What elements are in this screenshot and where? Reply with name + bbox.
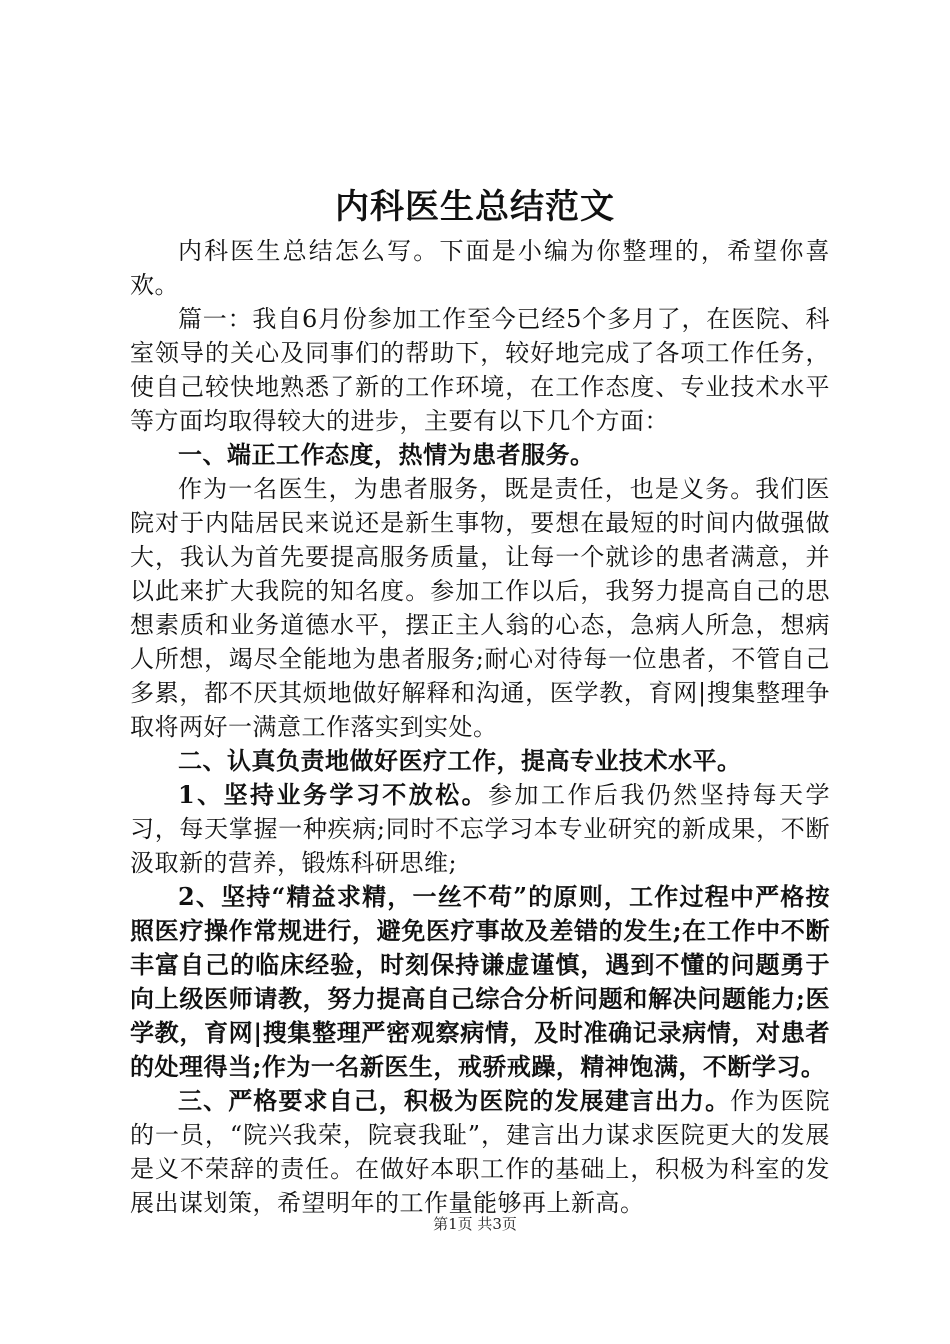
paragraph-5: [130, 1084, 830, 1220]
paragraph-4: 2、坚持“精益求精，一丝不苟”的原则，工作过程中严格按照医疗操作常规进行，避免医疗事故及差错的发生;在工作中不断丰富自己的临床经验，时刻保持谦虚谨慎，遇到不懂的问题勇于向上级医师请教，努力提高自己综合分析问题和解决问题能力;医学教，育网|搜集整理严密观察病情，及时准确记录病情，对患者的处理得当;作为一名新医生，戒骄戒躁，精神饱满，不断学习。: [130, 882, 830, 1081]
section-heading-2: 二、认真负责地做好医疗工作，提高专业技术水平。: [178, 746, 742, 775]
paragraph-1: 篇一：我自6月份参加工作至今已经5个多月了，在医院、科室领导的关心及同事们的帮助下，较好地完成了各项工作任务，使自己较快地熟悉了新的工作环境，在工作态度、专业技术水平等方面均取得较大的进步，主要有以下几个方面：: [130, 305, 830, 435]
page-number-footer: 第1页 共3页: [433, 1215, 517, 1233]
paragraph-3: [130, 778, 830, 880]
paragraph-2: 作为一名医生，为患者服务，既是责任，也是义务。我们医院对于内陆居民来说还是新生事物，要想在最短的时间内做强做大，我认为首先要提高服务质量，让每一个就诊的患者满意，并以此来扩大我院的知名度。参加工作以后，我努力提高自己的思想素质和业务道德水平，摆正主人翁的心态，急病人所急，想病人所想，竭尽全能地为患者服务;耐心对待每一位患者，不管自己多累，都不厌其烦地做好解释和沟通，医学教，育网|搜集整理争取将两好一满意工作落实到实处。: [130, 475, 830, 741]
paragraph-3-text: 参加工作后我仍然坚持每天学习，每天掌握一种疾病;同时不忘学习本专业研究的新成果，不断汲取新的营养，锻炼科研思维;: [130, 781, 831, 877]
document-title: 内科医生总结范文: [335, 187, 615, 227]
intro-paragraph: 内科医生总结怎么写。下面是小编为你整理的，希望你喜欢。: [130, 237, 830, 299]
paragraph-3-lead: 1、坚持业务学习不放松。: [178, 780, 489, 809]
paragraph-5-text: 作为医院的一员，“院兴我荣，院衰我耻”，建言出力谋求医院更大的发展是义不荣辞的责任。在做好本职工作的基础上，积极为科室的发展出谋划策，希望明年的工作量能够再上新高。: [130, 1087, 831, 1217]
paragraph-5-lead: 三、严格要求自己，积极为医院的发展建言出力。: [178, 1086, 731, 1115]
document-body: [130, 234, 830, 1220]
section-heading-1: 一、端正工作态度，热情为患者服务。: [178, 440, 595, 469]
